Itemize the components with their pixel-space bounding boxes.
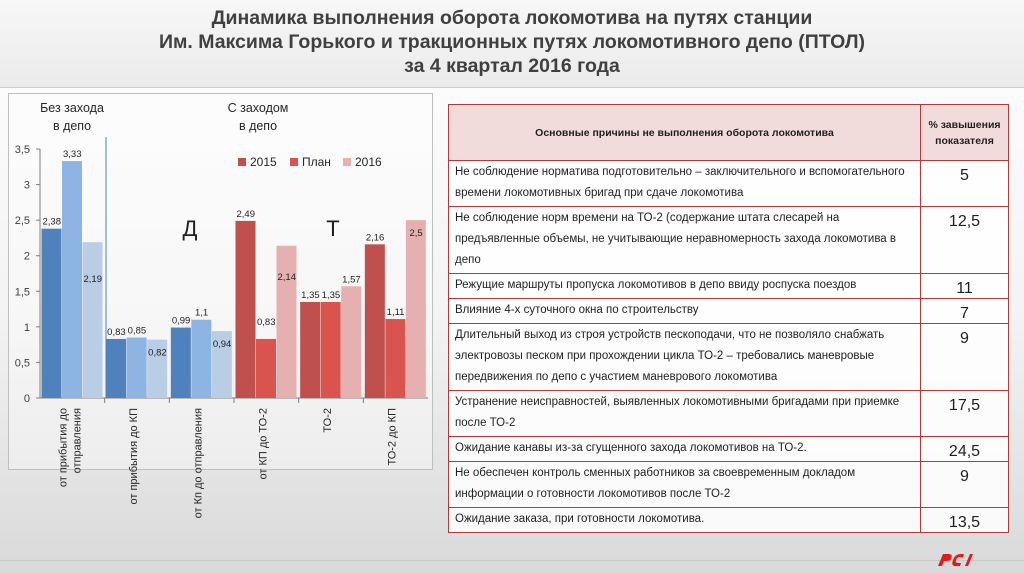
group-label-right: С заходом [227,101,289,115]
bar-План-3 [191,320,211,398]
table-row [449,324,1009,391]
y-tick-label: 0 [23,393,30,405]
y-tick-label: 2,5 [14,215,30,228]
pct-cell: 17,5 [921,391,1009,437]
footer-divider [0,560,1024,561]
group-label-left: в депо [52,119,92,133]
table-row [449,508,1009,533]
legend-swatch-2015 [238,158,246,166]
y-tick-label: 2 [23,250,30,263]
header-reason: Основные причины не выполнения оборота локомотива [449,105,921,161]
annotation-d: Д [182,216,198,241]
reason-cell: Не соблюдение норм времени на ТО-2 (содержание штата слесарей на предъявленные объемы, не учитывающие неравномерность захода локомотива в депо [449,207,921,274]
reason-cell: Режущие маршруты пропуска локомотивов в депо ввиду роспуска поездов [449,274,921,299]
data-label: 1,11 [386,307,405,319]
pct-cell: 9 [921,462,1009,508]
category-label: от прибытия до КП [128,408,140,505]
title-line-2: Им. Максима Горького и тракционных путях локомотивного депо (ПТОЛ) [158,31,866,53]
pct-cell: 7 [921,299,1009,324]
category-label: ТО-2 [322,408,334,433]
page-title [60,6,964,78]
annotation-t: Т [326,216,340,241]
bar-План-2 [127,338,147,398]
data-label: 2,16 [365,232,385,244]
reason-cell: Ожидание заказа, при готовности локомотива. [449,508,921,533]
bar-2016-5 [341,286,361,398]
y-tick-label: 3,5 [14,144,30,156]
data-label: 0,85 [127,325,147,337]
reason-cell: Устранение неисправностей, выявленных локомотивными бригадами при приемке после ТО-2 [449,391,921,437]
data-label: 0,82 [148,347,167,359]
bar-2016-4 [277,246,297,398]
table-row [449,391,1009,437]
data-label: 1,35 [321,289,341,301]
pct-cell: 12,5 [921,207,1009,274]
data-label: 3,33 [63,149,82,161]
reason-cell: Не обеспечен контроль сменных работников за своевременным докладом информации о готовности локомотивов после ТО-2 [449,462,921,508]
reason-cell: Влияние 4-х суточного окна по строительству [449,299,921,324]
reason-cell: Не соблюдение норматива подготовительно – заключительного и вспомогательного времени локомотивных бригад при сдаче локомотива [449,161,921,207]
data-label: 2,19 [83,274,102,286]
legend-swatch-План [290,158,298,166]
data-label: 0,99 [171,315,191,327]
category-label: отправления [71,408,84,474]
header-pct: % завышения показателя [921,105,1009,161]
bar-2016-1 [83,242,103,398]
bar-План-1 [62,161,82,398]
pct-cell: 13,5 [921,508,1009,533]
table-row [449,299,1009,324]
bar-2016-6 [406,220,426,398]
table-header-row [449,105,1009,161]
reason-cell: Ожидание канавы из-за сгущенного захода локомотивов на ТО-2. [449,437,921,462]
category-label: ТО-2 до КП [386,408,399,466]
title-line-1: Динамика выполнения оборота локомотива на путях станции [211,7,813,29]
bar-2015-3 [171,328,191,398]
bar-2015-4 [236,221,256,398]
bar-2015-1 [42,229,62,398]
rzd-logo-icon [935,551,975,569]
y-tick-label: 1 [23,321,30,334]
legend-label-План: План [302,155,331,169]
data-label: 2,5 [409,228,423,240]
category-label: от КП до ТО-2 [257,408,270,480]
table-row [449,462,1009,508]
data-label: 0,83 [257,316,276,328]
title-line-3: за 4 квартал 2016 года [404,55,620,77]
bar-chart [0,90,440,560]
legend-swatch-2016 [343,158,351,166]
legend-label-2015: 2015 [250,155,277,169]
y-tick-label: 3 [23,179,30,192]
bar-План-5 [321,302,341,398]
data-label: 1,57 [342,274,361,286]
pct-cell: 5 [921,161,1009,207]
y-tick-label: 0,5 [14,357,30,370]
data-label: 2,14 [277,271,296,283]
bar-2015-2 [106,339,126,398]
y-tick-label: 1,5 [14,286,30,299]
table-row [449,274,1009,299]
legend-label-2016: 2016 [355,155,382,169]
pct-cell: 9 [921,324,1009,391]
table-row [449,207,1009,274]
bar-2015-5 [300,302,320,398]
data-label: 1,1 [194,307,209,319]
reason-cell: Длительный выход из строя устройств пескоподачи, что не позволяло снабжать электровозы песком при прохождении цикла ТО-2 – требовались маневровые передвижения по депо с участием маневрового локомотива [449,324,921,391]
data-label: 0,94 [212,339,232,351]
table-row [449,437,1009,462]
pct-cell: 11 [921,274,1009,299]
pct-cell: 24,5 [921,437,1009,462]
data-label: 1,35 [301,289,320,301]
category-label: от Кп до отправления [192,408,205,519]
data-label: 2,38 [42,216,61,228]
bar-План-6 [385,319,405,398]
group-label-left: Без захода [40,101,104,115]
bar-2015-6 [365,244,385,398]
reasons-table [448,104,1009,533]
group-label-right: в депо [238,119,278,133]
reasons-table-wrap [448,104,1009,533]
table-body [449,161,1009,533]
category-label: от прибытия до [57,408,70,488]
table-row [449,161,1009,207]
data-label: 2,49 [236,208,255,220]
bar-План-4 [256,339,276,398]
data-label: 0,83 [107,326,126,338]
